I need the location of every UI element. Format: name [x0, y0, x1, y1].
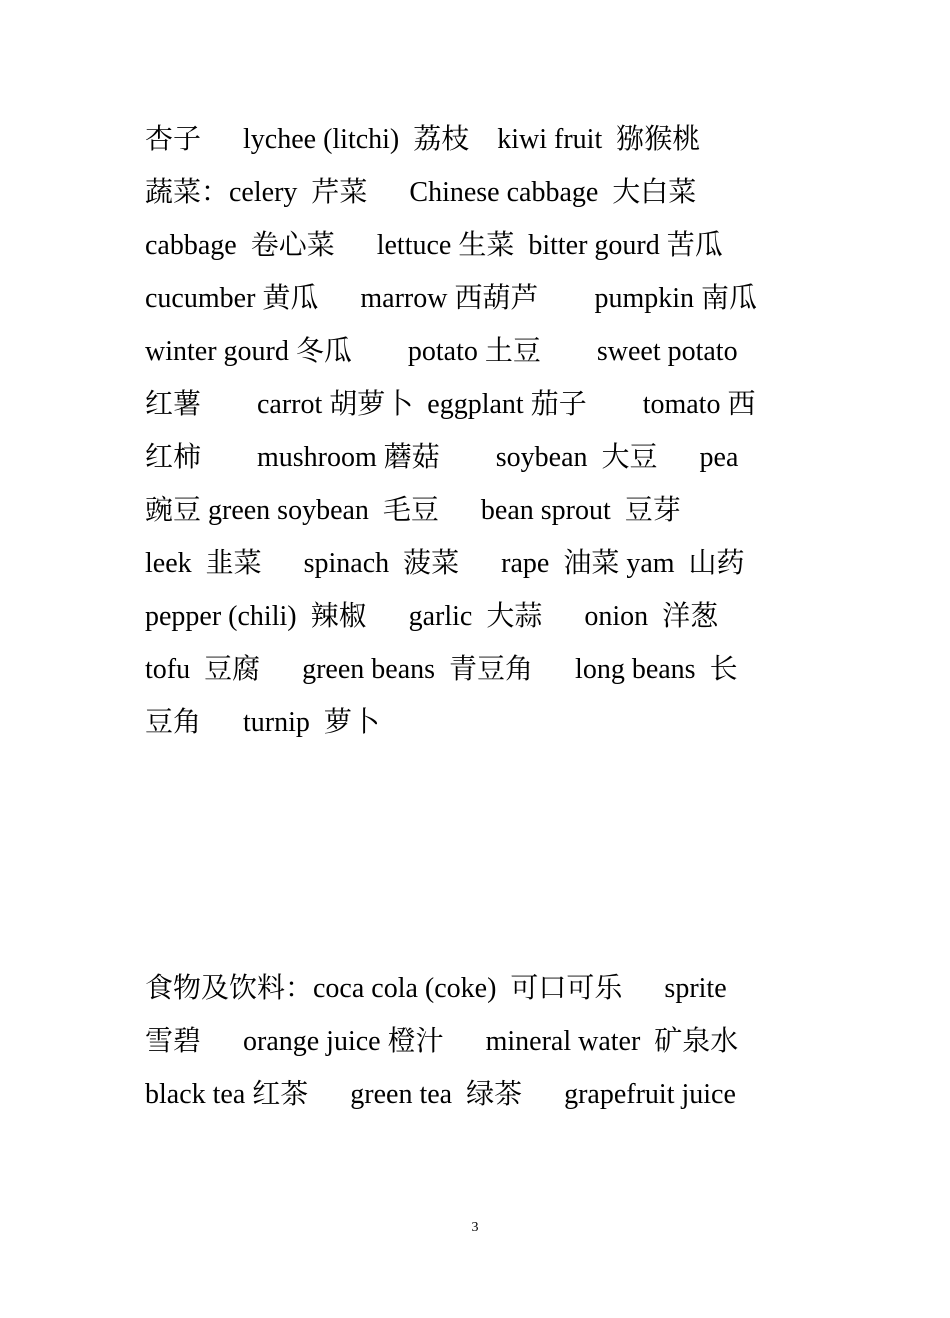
text-line: 红柿 mushroom 蘑菇 soybean 大豆 pea	[145, 442, 739, 473]
text-line: black tea 红茶 green tea 绿茶 grapefruit juice	[145, 1079, 736, 1110]
text-line: 蔬菜：celery 芹菜 Chinese cabbage 大白菜	[145, 177, 697, 208]
text-line: 杏子 lychee (litchi) 荔枝 kiwi fruit 猕猴桃	[145, 124, 701, 155]
text-line: pepper (chili) 辣椒 garlic 大蒜 onion 洋葱	[145, 601, 719, 632]
text-line: 红薯 carrot 胡萝卜 eggplant 茄子 tomato 西	[145, 389, 756, 420]
text-line: 豌豆 green soybean 毛豆 bean sprout 豆芽	[145, 495, 681, 526]
text-line: winter gourd 冬瓜 potato 土豆 sweet potato	[145, 336, 738, 367]
page-number: 3	[471, 1220, 479, 1235]
text-line: cucumber 黄瓜 marrow 西葫芦 pumpkin 南瓜	[145, 283, 758, 314]
text-line: 食物及饮料：coca cola (coke) 可口可乐 sprite	[145, 973, 727, 1004]
text-line: tofu 豆腐 green beans 青豆角 long beans 长	[145, 654, 738, 685]
text-line: cabbage 卷心菜 lettuce 生菜 bitter gourd 苦瓜	[145, 230, 723, 261]
text-line: leek 韭菜 spinach 菠菜 rape 油菜 yam 山药	[145, 548, 745, 579]
text-line: 豆角 turnip 萝卜	[145, 707, 380, 738]
text-line: 雪碧 orange juice 橙汁 mineral water 矿泉水	[145, 1026, 739, 1057]
